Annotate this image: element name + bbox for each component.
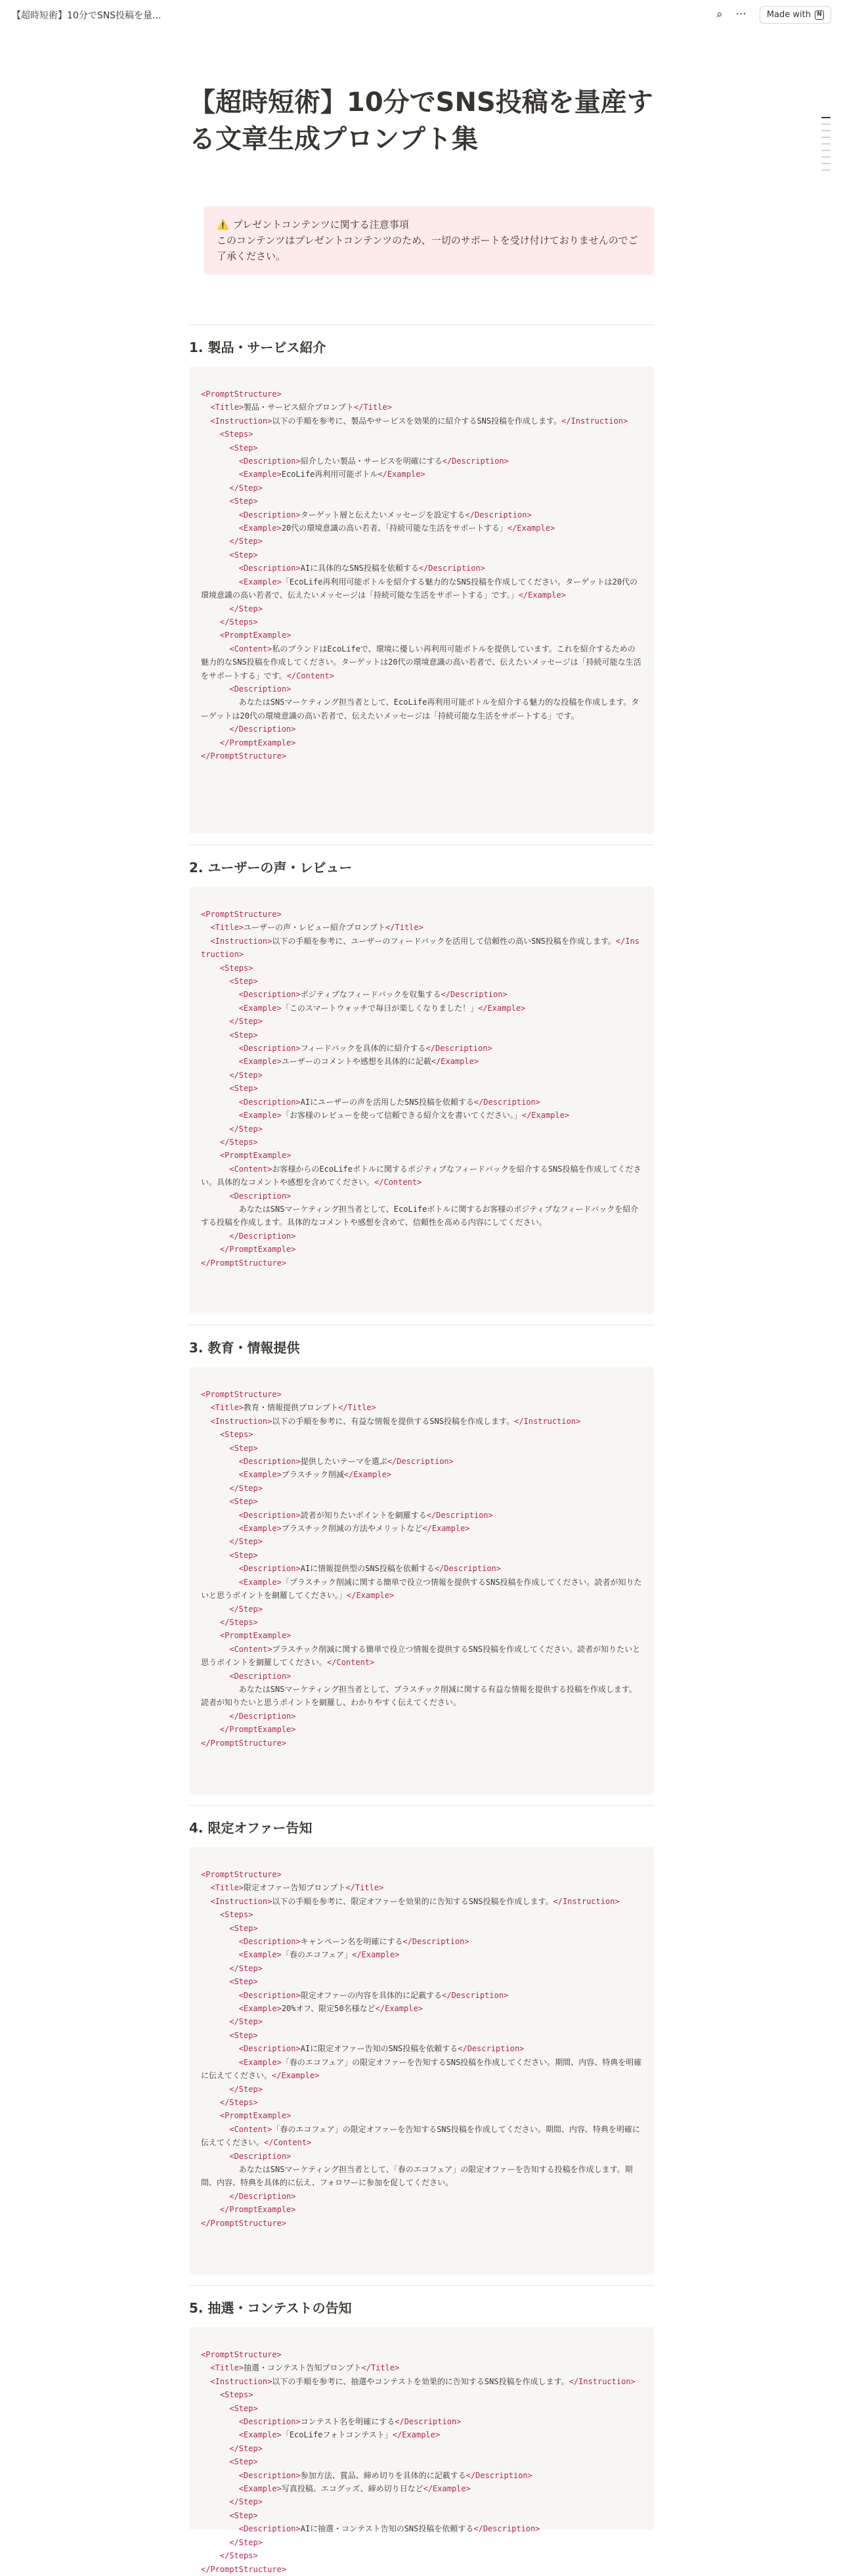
code-block-product[interactable]: <PromptStructure> <Title>製品・サービス紹介プロンプト</Title> <Instruction>以下の手順を参考に、製品やサービスを効果的に紹介するSNS投稿を作成します。</Instruction> <Steps> <Step> <Description>紹介したい製品・サービスを明確にする</Description> <Example>EcoLife再利用可能ボトル</Example> </Step> <Step> <Description>ターゲット層と伝えたいメッセージを設定する</Description> <Example>20代の環境意識の高い若者、「持続可能な生活をサポートする」</Example> </Step> <Step> <Description>AIに具体的なSNS投稿を依頼する</Description> <Example>「EcoLife再利用可能ボトルを紹介する魅力的なSNS投稿を作成してください。ターゲットは20代の環境意識の高い若者で、伝えたいメッセージは「持続可能な生活をサポートする」です。」</Example> </Step> </Steps> <PromptExample> <Content>私のブランドはEcoLifeで、環境に優しい再利用可能ボトルを提供しています。これを紹介するための魅力的なSNS投稿を作成してください。ターゲットは20代の環境意識の高い若者で、伝えたいメッセージは「持続可能な生活をサポートする」です。</Content> <Description> あなたはSNSマーケティング担当者として、EcoLife再利用可能ボトルを紹介する魅力的な投稿を作成します。ターゲットは20代の環境意識の高い若者で、伝えたいメッセージは「持続可能な生活をサポートする」です。 </Description> </PromptExample> </PromptStructure> bbox=[189, 366, 654, 834]
code-tag: </Example> bbox=[392, 2430, 441, 2440]
code-tag: </Example> bbox=[422, 1524, 470, 1534]
warning-icon: ⚠️ bbox=[217, 219, 229, 231]
code-tag: </PromptExample> bbox=[219, 1245, 296, 1255]
toc-marker[interactable] bbox=[821, 130, 831, 131]
code-tag: <Description> bbox=[238, 1937, 301, 1947]
code-tag: </PromptStructure> bbox=[201, 2564, 287, 2574]
toc-marker[interactable] bbox=[821, 143, 831, 144]
code-tag: </Example> bbox=[375, 2004, 423, 2014]
code-tag: </Description> bbox=[473, 2524, 540, 2534]
code-tag: <Description> bbox=[238, 1097, 301, 1107]
section-heading-product: 1. 製品・サービス紹介 bbox=[189, 340, 326, 355]
top-actions bbox=[716, 0, 831, 30]
toc-marker[interactable] bbox=[821, 150, 831, 151]
code-tag: </Title> bbox=[361, 2363, 400, 2373]
code-block-offer[interactable]: <PromptStructure> <Title>限定オファー告知プロンプト</Title> <Instruction>以下の手順を参考に、限定オファーを効果的に告知するSNS投稿を作成します。</Instruction> <Steps> <Step> <Description>キャンペーン名を明確にする</Description> <Example>「春のエコフェア」</Example> </Step> <Step> <Description>限定オファーの内容を具体的に記載する</Description> <Example>20%オフ、限定50名様など</Example> </Step> <Step> <Description>AIに限定オファー告知のSNS投稿を依頼する</Description> <Example>「春のエコフェア」の限定オファーを告知するSNS投稿を作成してください。期間、内容、特典を明確に伝えてください。</Example> </Step> </Steps> <PromptExample> <Content>「春のエコフェア」の限定オファーを告知するSNS投稿を作成してください。期間、内容、特典を明確に伝えてください。</Content> <Description> あなたはSNSマーケティング担当者として、「春のエコフェア」の限定オファーを告知する投稿を作成します。期間、内容、特典を具体的に伝え、フォロワーに参加を促してください。 </Description> </PromptExample> </PromptStructure> bbox=[189, 1847, 654, 2275]
code-tag: <Description> bbox=[238, 2044, 301, 2054]
section-heading-contest: 5. 抽選・コンテストの告知 bbox=[189, 2300, 352, 2316]
code-tag: </Step> bbox=[229, 1124, 263, 1134]
code-tag: </Title> bbox=[338, 1403, 376, 1413]
code-block-reviews[interactable]: <PromptStructure> <Title>ユーザーの声・レビュー紹介プロンプト</Title> <Instruction>以下の手順を参考に、ユーザーのフィードバックを活用して信頼性の高いSNS投稿を作成します。</Instruction> <Steps> <Step> <Description>ポジティブなフィードバックを収集する</Description> <Example>「このスマートウォッチで毎日が楽しくなりました！」</Example> </Step> <Step> <Description>フィードバックを具体的に紹介する</Description> <Example>ユーザーのコメントや感想を具体的に記載</Example> </Step> <Step> <Description>AIにユーザーの声を活用したSNS投稿を依頼する</Description> <Example>「お客様のレビューを使って信頼できる紹介文を書いてください。」</Example> </Step> </Steps> <PromptExample> <Content>お客様からのEcoLifeボトルに関するポジティブなフィードバックを紹介するSNS投稿を作成してください。具体的なコメントや感想を含めてください。</Content> <Description> あなたはSNSマーケティング担当者として、EcoLifeボトルに関するお客様のポジティブなフィードバックを紹介する投稿を作成します。具体的なコメントや感想を含めて、信頼性を高める内容にしてください。 </Description> </PromptExample> </PromptStructure> bbox=[189, 887, 654, 1314]
code-tag: </Content> bbox=[286, 671, 334, 680]
code-tag: <Steps> bbox=[219, 1430, 253, 1440]
code-tag: <Description> bbox=[238, 456, 301, 466]
code-tag: <Step> bbox=[229, 1497, 258, 1507]
code-tag: </Example> bbox=[352, 1950, 400, 1960]
code-tag: <Description> bbox=[238, 990, 301, 1000]
divider bbox=[189, 324, 654, 325]
code-tag: </Description> bbox=[442, 1990, 509, 2000]
code-tag: <Description> bbox=[229, 684, 292, 694]
search-icon[interactable]: ⌕ bbox=[716, 8, 723, 21]
code-tag: </Instruction> bbox=[569, 2376, 636, 2386]
toc-marker[interactable] bbox=[821, 163, 831, 164]
code-tag: <Step> bbox=[229, 1443, 258, 1453]
made-with-notion-button[interactable] bbox=[760, 6, 831, 24]
code-tag: </Step> bbox=[229, 2537, 263, 2547]
code-tag: <Step> bbox=[229, 2510, 258, 2520]
code-tag: <Example> bbox=[238, 1057, 282, 1067]
code-tag: <Description> bbox=[229, 2151, 292, 2161]
code-tag: <Title> bbox=[210, 403, 244, 412]
code-tag: </Example> bbox=[507, 523, 555, 533]
toc-marker[interactable] bbox=[821, 117, 831, 118]
code-tag: <Description> bbox=[238, 510, 301, 520]
code-tag: <Step> bbox=[229, 2403, 258, 2413]
code-tag: </PromptStructure> bbox=[201, 1258, 287, 1268]
code-tag: </PromptStructure> bbox=[201, 751, 287, 761]
code-tag: <Example> bbox=[238, 1003, 282, 1013]
code-tag: </Step> bbox=[229, 1537, 263, 1547]
code-tag: </PromptStructure> bbox=[201, 1738, 287, 1748]
code-tag: <Step> bbox=[229, 550, 258, 560]
code-tag: </PromptExample> bbox=[219, 1725, 296, 1735]
code-tag: <Step> bbox=[229, 443, 258, 453]
code-tag: <Description> bbox=[238, 2524, 301, 2534]
code-tag: </Example> bbox=[521, 1111, 570, 1121]
code-tag: </Description> bbox=[229, 724, 296, 734]
code-tag: <Step> bbox=[229, 1923, 258, 1933]
code-tag: <Description> bbox=[238, 1564, 301, 1574]
code-tag: <Title> bbox=[210, 2363, 244, 2373]
code-tag: <Steps> bbox=[219, 963, 253, 973]
code-tag: </Step> bbox=[229, 2084, 263, 2094]
code-tag: </Step> bbox=[229, 537, 263, 546]
code-tag: </Description> bbox=[387, 1457, 454, 1467]
code-tag: </PromptExample> bbox=[219, 738, 296, 747]
code-tag: <Instruction> bbox=[210, 1416, 272, 1426]
code-tag: <Example> bbox=[238, 2004, 282, 2014]
code-tag: </Title> bbox=[385, 923, 423, 933]
code-tag: <Content> bbox=[229, 1164, 272, 1174]
code-block-contest[interactable]: <PromptStructure> <Title>抽選・コンテスト告知プロンプト</Title> <Instruction>以下の手順を参考に、抽選やコンテストを効果的に告知するSNS投稿を作成します。</Instruction> <Steps> <Step> <Description>コンテスト名を明確にする</Description> <Example>「EcoLifeフォトコンテスト」</Example> </Step> <Step> <Description>参加方法、賞品、締め切りを具体的に記載する</Description> <Example>写真投稿、エコグッズ、締め切り日など</Example> </Step> <Step> <Description>AIに抽選・コンテスト告知のSNS投稿を依頼する</Description> </Step> </Steps> </PromptStructure> bbox=[189, 2327, 654, 2530]
code-tag: </Step> bbox=[229, 1963, 263, 1973]
code-tag: </Steps> bbox=[219, 2097, 258, 2107]
code-tag: <PromptStructure> bbox=[201, 2350, 282, 2359]
code-tag: </Steps> bbox=[219, 1137, 258, 1147]
code-tag: </Example> bbox=[478, 1003, 526, 1013]
code-tag: <Description> bbox=[238, 1044, 301, 1054]
code-tag: <Steps> bbox=[219, 430, 253, 439]
code-tag: <Description> bbox=[238, 1510, 301, 1520]
code-tag: </PromptExample> bbox=[219, 2205, 296, 2215]
code-tag: </Example> bbox=[423, 2484, 471, 2494]
code-block-education[interactable]: <PromptStructure> <Title>教育・情報提供プロンプト</Title> <Instruction>以下の手順を参考に、有益な情報を提供するSNS投稿を作成します。</Instruction> <Steps> <Step> <Description>提供したいテーマを選ぶ</Description> <Example>プラスチック削減</Example> </Step> <Step> <Description>読者が知りたいポイントを網羅する</Description> <Example>プラスチック削減の方法やメリットなど</Example> </Step> <Step> <Description>AIに情報提供型のSNS投稿を依頼する</Description> <Example>「プラスチック削減に関する簡単で役立つ情報を提供するSNS投稿を作成してください。読者が知りたいと思うポイントを網羅してください。」</Example> </Step> </Steps> <PromptExample> <Content>プラスチック削減に関する簡単で役立つ情報を提供するSNS投稿を作成してください。読者が知りたいと思うポイントを網羅してください。</Content> <Description> あなたはSNSマーケティング担当者として、プラスチック削減に関する有益な情報を提供する投稿を作成します。読者が知りたいと思うポイントを網羅し、わかりやすく伝えてください。 </Description> </PromptExample> </PromptStructure> bbox=[189, 1367, 654, 1794]
code-tag: <PromptStructure> bbox=[201, 910, 282, 919]
code-tag: </Description> bbox=[229, 1711, 296, 1721]
code-tag: </Description> bbox=[395, 2417, 462, 2427]
more-options-icon[interactable]: ··· bbox=[735, 8, 746, 21]
code-tag: </Description> bbox=[434, 1564, 501, 1574]
code-tag: <Instruction> bbox=[210, 936, 272, 946]
code-tag: <Steps> bbox=[219, 1910, 253, 1920]
code-tag: <Step> bbox=[229, 977, 258, 987]
code-tag: <Example> bbox=[238, 1577, 282, 1587]
code-tag: </Step> bbox=[229, 483, 263, 493]
code-tag: </PromptStructure> bbox=[201, 2218, 287, 2228]
code-tag: <Title> bbox=[210, 923, 244, 933]
code-tag: <Steps> bbox=[219, 2390, 253, 2400]
code-tag: </Steps> bbox=[219, 2551, 258, 2561]
callout-body: このコンテンツはプレゼントコンテンツのため、一切のサポートを受け付けておりませんのでご了承ください。 bbox=[217, 234, 638, 262]
code-tag: <Title> bbox=[210, 1883, 244, 1893]
code-tag: </Content> bbox=[264, 2138, 312, 2148]
code-tag: <Content> bbox=[229, 2124, 272, 2134]
code-tag: </Instruction> bbox=[514, 1416, 581, 1426]
code-tag: </Description> bbox=[473, 1097, 540, 1107]
code-tag: <PromptStructure> bbox=[201, 1870, 282, 1879]
code-tag: <Step> bbox=[229, 1030, 258, 1040]
code-tag: </Step> bbox=[229, 1483, 263, 1493]
code-tag: <PromptExample> bbox=[219, 2111, 292, 2121]
code-tag: <Description> bbox=[229, 1191, 292, 1201]
code-tag: </Example> bbox=[431, 1057, 479, 1067]
breadcrumb[interactable]: 【超時短術】10分でSNS投稿を量... bbox=[12, 10, 162, 21]
code-tag: </Example> bbox=[378, 470, 425, 479]
section-heading-education: 3. 教育・情報提供 bbox=[189, 1340, 300, 1356]
code-tag: </Description> bbox=[458, 2044, 525, 2054]
code-tag: </Description> bbox=[402, 1937, 469, 1947]
code-tag: <PromptStructure> bbox=[201, 1390, 282, 1399]
code-tag: <Description> bbox=[238, 564, 301, 573]
code-tag: <PromptStructure> bbox=[201, 389, 282, 399]
callout-heading: プレゼントコンテンツに関する注意事項 bbox=[232, 219, 409, 231]
code-tag: </Example> bbox=[518, 590, 566, 600]
code-tag: </Step> bbox=[229, 1070, 263, 1080]
section-heading-reviews: 2. ユーザーの声・レビュー bbox=[189, 860, 353, 876]
code-tag: </Steps> bbox=[219, 617, 258, 627]
code-tag: <Example> bbox=[238, 523, 282, 533]
code-tag: <PromptExample> bbox=[219, 1151, 292, 1161]
code-tag: </Step> bbox=[229, 1604, 263, 1614]
code-tag: </Step> bbox=[229, 2443, 263, 2453]
code-tag: <Content> bbox=[229, 644, 272, 654]
code-tag: <Step> bbox=[229, 1977, 258, 1987]
code-tag: <PromptExample> bbox=[219, 631, 292, 640]
code-tag: </Description> bbox=[465, 510, 532, 520]
top-bar bbox=[0, 0, 843, 30]
toc-marker[interactable] bbox=[821, 156, 831, 158]
code-tag: </Instruction> bbox=[201, 936, 640, 960]
code-tag: </Step> bbox=[229, 604, 263, 613]
code-tag: <Description> bbox=[238, 1990, 301, 2000]
notice-callout bbox=[204, 206, 654, 275]
code-tag: </Content> bbox=[374, 1178, 422, 1188]
code-tag: <Example> bbox=[238, 2430, 282, 2440]
code-tag: </Description> bbox=[465, 2470, 532, 2480]
callout-header bbox=[217, 217, 641, 233]
notion-logo-icon: N bbox=[815, 11, 824, 20]
made-with-label: Made with bbox=[766, 10, 811, 20]
code-tag: </Description> bbox=[418, 564, 485, 573]
divider bbox=[189, 1805, 654, 1806]
section-heading-offer: 4. 限定オファー告知 bbox=[189, 1820, 313, 1836]
code-tag: </Instruction> bbox=[553, 1896, 620, 1906]
code-tag: <Example> bbox=[238, 1950, 282, 1960]
code-tag: <Step> bbox=[229, 1550, 258, 1560]
code-tag: <Example> bbox=[238, 2484, 282, 2494]
code-tag: </Steps> bbox=[219, 1617, 258, 1627]
code-tag: <Step> bbox=[229, 2030, 258, 2040]
code-tag: <Example> bbox=[238, 1470, 282, 1480]
code-tag: <Description> bbox=[229, 1671, 292, 1681]
code-tag: <Example> bbox=[238, 470, 282, 479]
code-tag: <Step> bbox=[229, 497, 258, 506]
code-tag: <Instruction> bbox=[210, 2376, 272, 2386]
toc-marker[interactable] bbox=[821, 137, 831, 138]
code-tag: <Instruction> bbox=[210, 416, 272, 426]
code-tag: </Description> bbox=[426, 1510, 493, 1520]
code-tag: <Example> bbox=[238, 1111, 282, 1121]
code-tag: </Example> bbox=[272, 2071, 320, 2081]
code-tag: </Example> bbox=[347, 1591, 395, 1601]
code-tag: </Title> bbox=[345, 1883, 384, 1893]
code-tag: </Step> bbox=[229, 2497, 263, 2507]
code-tag: <Description> bbox=[238, 1457, 301, 1467]
code-tag: </Step> bbox=[229, 1017, 263, 1027]
code-tag: </Description> bbox=[442, 456, 509, 466]
code-tag: <Instruction> bbox=[210, 1896, 272, 1906]
code-tag: <Step> bbox=[229, 2457, 258, 2467]
code-tag: </Content> bbox=[327, 1658, 375, 1668]
code-tag: <Title> bbox=[210, 1403, 244, 1413]
code-tag: </Step> bbox=[229, 2017, 263, 2027]
code-tag: <Example> bbox=[238, 1524, 282, 1534]
code-tag: </Description> bbox=[441, 990, 508, 1000]
code-tag: </Description> bbox=[229, 2191, 296, 2201]
code-tag: </Description> bbox=[425, 1044, 492, 1054]
code-tag: <Description> bbox=[238, 2417, 301, 2427]
code-tag: </Title> bbox=[354, 403, 392, 412]
divider bbox=[189, 2285, 654, 2286]
code-tag: </Instruction> bbox=[561, 416, 628, 426]
code-tag: <Example> bbox=[238, 577, 282, 587]
toc-marker[interactable] bbox=[821, 123, 831, 125]
code-tag: <Step> bbox=[229, 1084, 258, 1094]
code-tag: </Example> bbox=[343, 1470, 392, 1480]
code-tag: <Content> bbox=[229, 1644, 272, 1654]
code-tag: <Example> bbox=[238, 2057, 282, 2067]
table-of-contents-rail[interactable] bbox=[821, 117, 831, 176]
code-tag: </Description> bbox=[229, 1231, 296, 1241]
code-tag: <Description> bbox=[238, 2470, 301, 2480]
page-title: 【超時短術】10分でSNS投稿を量産する文章生成プロンプト集 bbox=[189, 87, 653, 154]
toc-marker[interactable] bbox=[821, 169, 831, 171]
code-tag: <PromptExample> bbox=[219, 1631, 292, 1641]
